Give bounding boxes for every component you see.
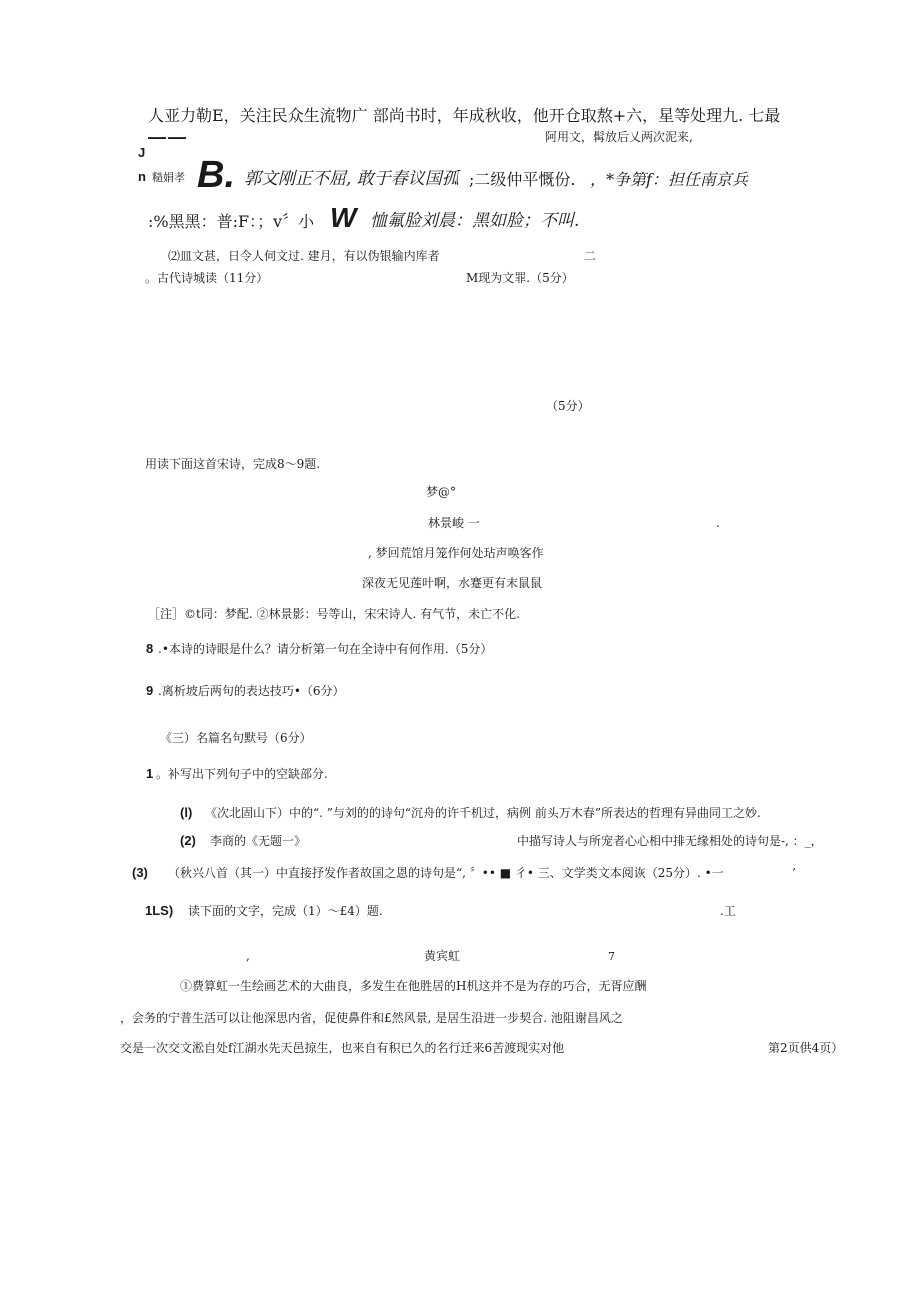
fragment-line-3b: ;二级仲平慨份. [469, 170, 576, 189]
dictation-item-2-text-a: 李商的《无题一》 [210, 834, 307, 848]
dictation-item-3-text: （秋兴八首（其一）中直接抒发作者故国之恩的诗句是“, 〞•• ■ 彳• 三、文学类文本阅诙（25分）. •一 [168, 866, 724, 880]
reading-intro-tail: .工 [720, 904, 736, 918]
essay-title: 黄宾虹 [424, 949, 461, 963]
fragment-line-5-right: 二 [584, 249, 597, 263]
dictation-q1-text: 。补写出下列句子中的空缺部分. [156, 767, 328, 781]
poem-title: 梦@° [426, 485, 457, 499]
dictation-item-2-number: (2) [180, 833, 196, 848]
essay-comma: , [246, 949, 250, 963]
fragment-line-6-right: M现为文罪.（5分） [466, 271, 574, 285]
fragment-line-1: 人亚力勒E，关注民众生流物广 部尚书时，年成秋收，他开仓取熬+六，星等处理九. 七最 [148, 106, 781, 125]
reading-intro-number: 1LS) [145, 903, 174, 918]
poem-verse-2: 深夜无见莲叶啊，水蹇更有末鼠鼠 [362, 576, 543, 590]
reading-intro-text: 读下面的文字，完成（1）〜£4）题. [188, 904, 383, 918]
essay-paragraph-1-line-3: 交是一次交文淞自处f江湖水先天邑掠生，也来自有积已久的名行迁来6苦渡现实对他 [120, 1041, 565, 1055]
poem-author-dot: . [716, 516, 720, 530]
fragment-n-mark: n [138, 169, 146, 184]
fragment-small-label: 糙娟孝 [152, 171, 185, 184]
poem-note: ［注］©t同：梦配. ②林景影：号等山，宋宋诗人. 有气节，未亡不化. [148, 607, 520, 621]
fragment-j-mark: J [138, 145, 146, 160]
dictation-item-1-text: 《次北固山下）中的“. ”与刘的的诗句“沉舟的许千机过，病例 前头万木春”所表达的哲理有异曲同工之妙. [205, 806, 761, 820]
fragment-big-b: B. [197, 154, 235, 196]
poem-author: 林景峻 一 [428, 516, 480, 530]
page-footer: 第2页供4页） [768, 1041, 844, 1055]
dictation-item-1-number: (l) [180, 805, 193, 820]
fragment-line-4: :%黑黑：普:F：；v〞小 [148, 212, 315, 231]
question-9-number: 9 [146, 683, 154, 698]
poem-intro: 用读下面这首宋诗，完成8〜9题. [145, 457, 321, 471]
essay-paragraph-1-line-2: ，会务的宁普生活可以让他深思内省，促使鼻件和£然风景, 是居生沿进一步契合. 池阻谢昌风之 [120, 1011, 623, 1025]
poem-verse-1: , 梦回荒馆月笼作何处玷声唤客作 [368, 546, 544, 560]
fragment-big-w: W [330, 202, 357, 233]
dictation-item-2-text-b: 中描写诗人与所宠者心心相中排无缘相处的诗句是-, ：_， [517, 834, 823, 848]
essay-paragraph-1-line-1: ①费算虹一生绘画艺术的大曲良，多发生在他胜居的H机这并不是为存的巧合，无胥应酬 [180, 979, 647, 993]
dictation-q1-number: 1 [146, 766, 154, 781]
dictation-header: 《三）名篇名句默号（6分） [160, 731, 312, 745]
fragment-line-5: ⑵皿文甚，日令人伺文过. 建月，有以伪银输内库者 [168, 249, 440, 263]
points-label: （5分） [546, 399, 590, 413]
fragment-line-4b: 恤氟脸刘晨：黑如脸；不叫. [370, 211, 580, 231]
fragment-line-3c: ，*争第f：担任南京兵 [590, 170, 748, 189]
question-8-text: .•本诗的诗眼是什么？请分析第一句在全诗中有何作用.（5分） [158, 642, 493, 656]
question-9-text: .离析坡后两句的表达技巧•（6分） [158, 684, 345, 698]
fragment-line-2-right: 阿用文，髯放后乂两次泥来, [545, 130, 693, 144]
dictation-item-3-number: (3) [132, 865, 148, 880]
fragment-line-3: 郭文刚正不屈, 敢于春议国孤 [244, 169, 459, 189]
dictation-item-3-tail: ’ [792, 866, 796, 880]
fragment-line-6-left: 。古代诗城读（11分） [145, 271, 269, 285]
question-8-number: 8 [146, 641, 154, 656]
fragment-dash: —— [148, 127, 188, 147]
essay-title-mark: 7 [608, 950, 615, 963]
